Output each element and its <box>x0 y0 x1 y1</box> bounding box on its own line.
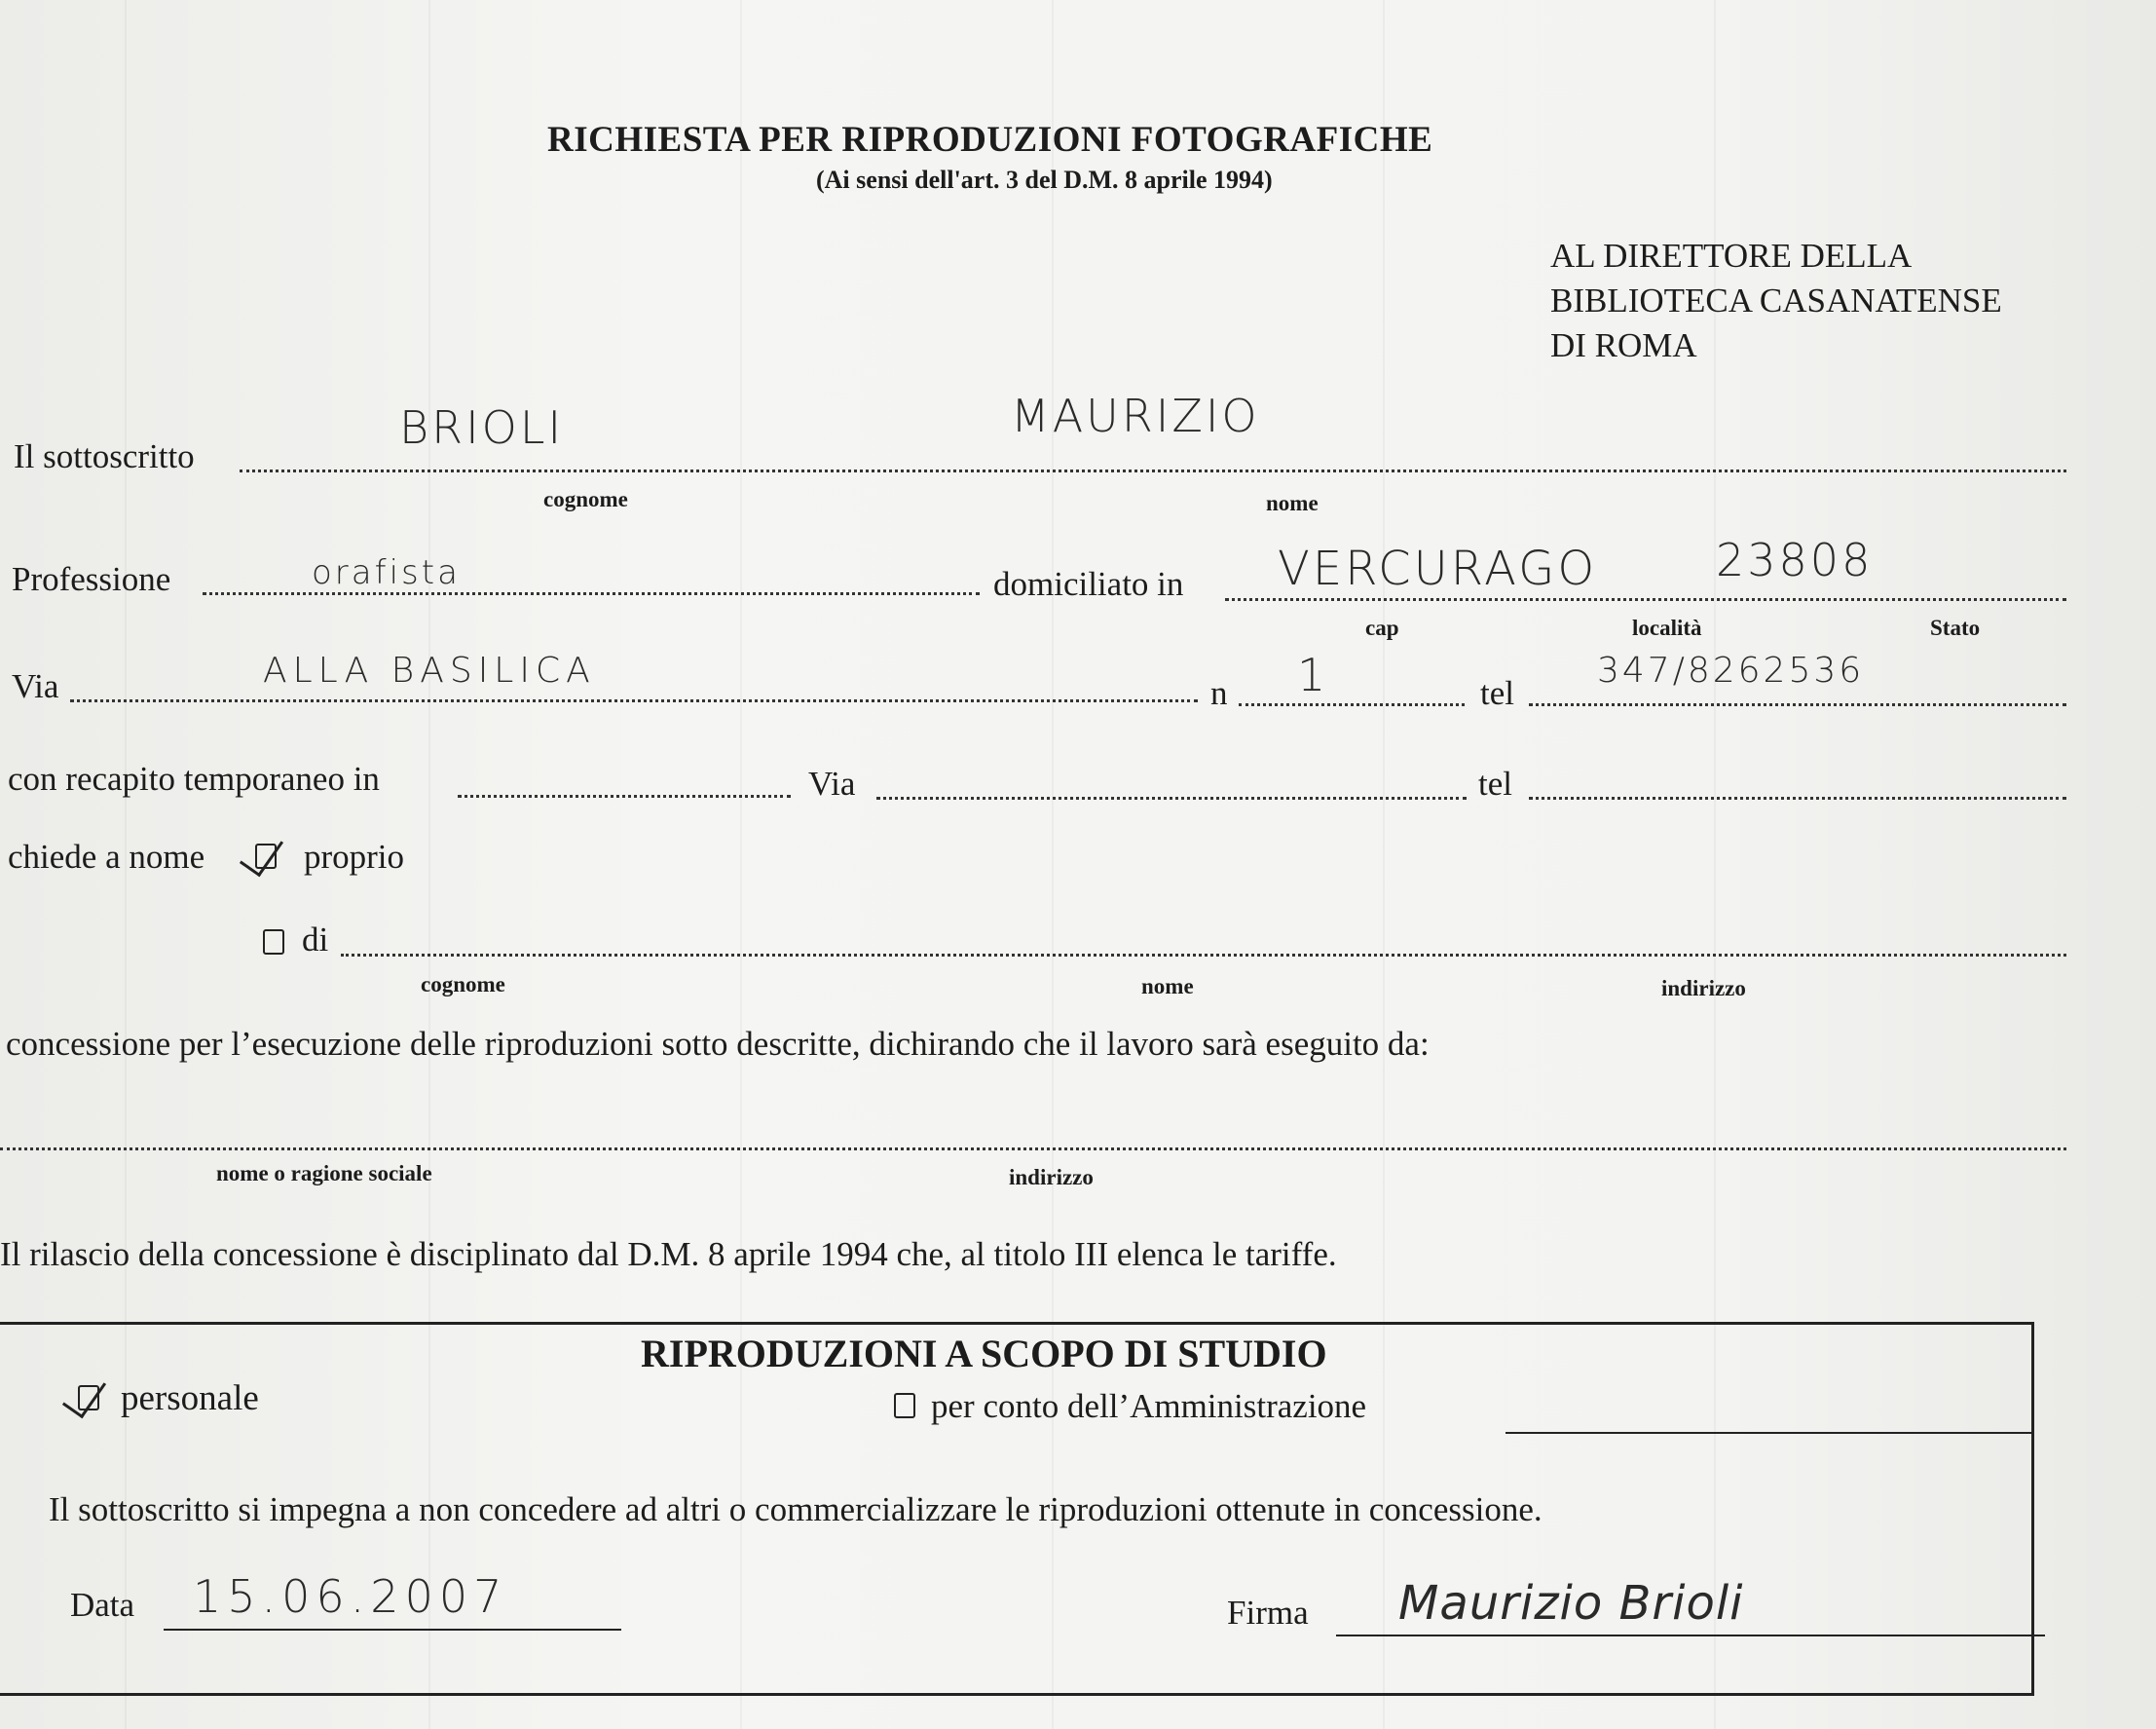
recapito-via-dotted-line <box>876 797 1467 800</box>
checkbox-empty-icon <box>894 1393 915 1418</box>
form-title: RICHIESTA PER RIPRODUZIONI FOTOGRAFICHE <box>547 120 1433 160</box>
di-nome-caption: nome <box>1141 974 1194 998</box>
addressee-line: BIBLIOTECA CASANATENSE <box>1550 282 2002 319</box>
professione-dotted-line <box>203 592 980 595</box>
rilascio-text: Il rilascio della concessione è disciplinato dal D.M. 8 aprile 1994 che, al titolo III elenca le tariffe. <box>0 1235 1337 1273</box>
recapito-label: con recapito temporaneo in <box>8 760 380 798</box>
sottoscritto-dotted-line <box>240 470 2066 472</box>
personale-label: personale <box>121 1378 259 1418</box>
tel-dotted-line <box>1529 703 2066 706</box>
recapito-tel-dotted-line <box>1529 797 2066 800</box>
data-handwritten[interactable]: 15.06.2007 <box>193 1570 508 1623</box>
cognome-handwritten[interactable]: BRIOLI <box>399 401 565 454</box>
amministrazione-checkbox[interactable] <box>894 1393 915 1421</box>
data-line <box>164 1629 621 1631</box>
numero-handwritten[interactable]: 1 <box>1297 649 1329 701</box>
firma-line <box>1336 1635 2045 1636</box>
recapito-tel-label: tel <box>1478 765 1512 803</box>
amministrazione-line <box>1505 1432 2033 1434</box>
proprio-checkbox[interactable] <box>255 844 277 872</box>
tel-handwritten[interactable]: 347/8262536 <box>1597 651 1865 691</box>
data-label: Data <box>70 1586 135 1624</box>
personale-checkbox[interactable] <box>78 1385 99 1413</box>
di-indirizzo-caption: indirizzo <box>1661 976 1746 1000</box>
cap-handwritten[interactable]: 23808 <box>1716 534 1874 586</box>
di-dotted-line <box>341 954 2066 957</box>
di-checkbox[interactable] <box>263 929 284 958</box>
di-cognome-caption: cognome <box>421 972 505 996</box>
checkbox-checked-icon <box>78 1385 99 1410</box>
firma-handwritten-signature[interactable]: Maurizio Brioli <box>1398 1576 1744 1631</box>
firma-label: Firma <box>1227 1594 1309 1632</box>
esecutore-indirizzo-caption: indirizzo <box>1009 1165 1094 1189</box>
addressee-line: DI ROMA <box>1550 326 1697 364</box>
via-label: Via <box>12 667 59 705</box>
stato-caption: Stato <box>1930 616 1981 640</box>
numero-dotted-line <box>1239 703 1465 706</box>
via-handwritten[interactable]: ALLA BASILICA <box>263 651 596 691</box>
ragione-sociale-caption: nome o ragione sociale <box>216 1161 432 1185</box>
concessione-text: concessione per l’esecuzione delle riproduzioni sotto descritte, dichirando che il lavoro sarà eseguito da: <box>6 1025 1430 1063</box>
via-dotted-line <box>70 699 1198 702</box>
impegno-text: Il sottoscritto si impegna a non concedere ad altri o commercializzare le riproduzioni ottenute in concessione. <box>49 1490 1543 1528</box>
domiciliato-dotted-line <box>1225 598 2066 601</box>
tel-label: tel <box>1480 674 1514 712</box>
domiciliato-label: domiciliato in <box>993 565 1184 603</box>
study-box-title: RIPRODUZIONI A SCOPO DI STUDIO <box>641 1332 1327 1375</box>
recapito-via-label: Via <box>808 765 856 803</box>
cap-caption: cap <box>1365 616 1399 640</box>
checkbox-checked-icon <box>255 844 277 869</box>
addressee-line: AL DIRETTORE DELLA <box>1550 237 1913 275</box>
amministrazione-label: per conto dell’Amministrazione <box>931 1387 1367 1425</box>
di-label: di <box>302 921 329 958</box>
chiede-label: chiede a nome <box>8 838 205 876</box>
proprio-label: proprio <box>304 838 405 876</box>
form-subtitle: (Ai sensi dell'art. 3 del D.M. 8 aprile 1994) <box>816 166 1273 194</box>
professione-label: Professione <box>12 560 171 598</box>
checkbox-empty-icon <box>263 929 284 955</box>
sottoscritto-label: Il sottoscritto <box>14 437 195 475</box>
addressee-block <box>1550 234 2002 368</box>
recapito-dotted-line <box>458 795 791 798</box>
esecutore-dotted-line <box>0 1147 2066 1150</box>
cognome-caption: cognome <box>543 487 628 511</box>
numero-label: n <box>1210 674 1228 712</box>
professione-handwritten[interactable]: orafista <box>312 553 461 592</box>
nome-caption: nome <box>1266 491 1319 515</box>
nome-handwritten[interactable]: MAURIZIO <box>1011 390 1260 442</box>
localita-caption: località <box>1632 616 1702 640</box>
domiciliato-handwritten[interactable]: VERCURAGO <box>1278 542 1598 596</box>
